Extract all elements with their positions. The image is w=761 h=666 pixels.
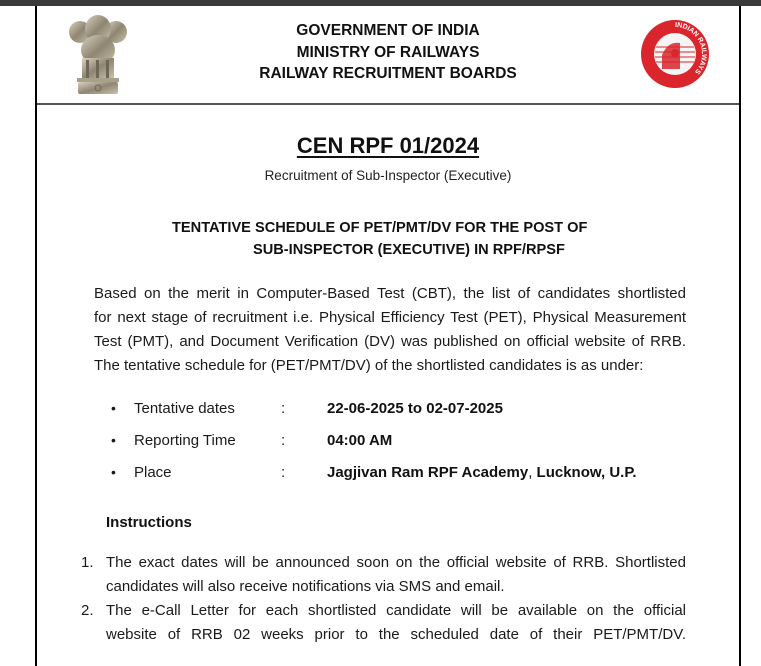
place-name: Jagjivan Ram RPF Academy [327,464,529,481]
document-header [37,6,739,105]
paragraph-line: for next stage of recruitment i.e. Physical Efficiency Test (PET), Physical Measurement [94,309,686,326]
bullet-icon: • [111,464,116,480]
detail-row-place [111,464,711,488]
detail-separator: : [281,432,286,449]
indian-railways-logo-icon [640,19,710,89]
instruction-line: website of RRB 02 weeks prior to the scheduled date of their PET/PMT/DV. [106,626,686,643]
detail-label: Place [134,464,172,481]
paragraph-line: The tentative schedule for (PET/PMT/DV) of the shortlisted candidates is as under: [94,357,644,374]
detail-value: 04:00 AM [327,432,393,449]
document-page [35,6,741,666]
detail-value: 22-06-2025 to 02-07-2025 [327,400,503,417]
detail-row-dates [111,400,711,424]
intro-paragraph [94,282,686,378]
instructions-heading: Instructions [106,514,192,531]
place-comma: , [528,464,533,481]
instruction-line: The exact dates will be announced soon on the official website of RRB. Shortlisted [106,554,686,571]
paragraph-line: Test (PMT), and Document Verification (DV) was published on official website of RRB. [94,333,686,350]
detail-value [327,464,637,481]
instruction-text [106,599,686,647]
instruction-number: 2. [81,602,94,619]
header-line-government: GOVERNMENT OF INDIA [296,22,480,39]
bullet-icon: • [111,432,116,448]
header-title-block [37,20,739,85]
notice-title: CEN RPF 01/2024 [296,133,480,158]
notice-subtitle: Recruitment of Sub-Inspector (Executive) [264,168,512,183]
detail-row-reporting-time [111,432,711,456]
place-city: Lucknow, U.P. [532,464,637,481]
schedule-title-line-1: TENTATIVE SCHEDULE OF PET/PMT/DV FOR THE POST OF [172,220,588,236]
schedule-title-line-2: SUB-INSPECTOR (EXECUTIVE) IN RPF/RPSF [253,242,565,258]
instruction-line: candidates will also receive notifications via SMS and email. [106,578,505,595]
header-line-boards: RAILWAY RECRUITMENT BOARDS [259,65,517,82]
detail-separator: : [281,400,286,417]
detail-label: Reporting Time [134,432,236,449]
detail-label: Tentative dates [134,400,235,417]
svg-text:INDIAN RAILWAYS: INDIAN RAILWAYS [674,21,708,76]
paragraph-line: Based on the merit in Computer-Based Test (CBT), the list of candidates shortlisted [94,285,686,302]
detail-separator: : [281,464,286,481]
instruction-number: 1. [81,554,94,571]
bullet-icon: • [111,400,116,416]
header-line-ministry: MINISTRY OF RAILWAYS [296,43,480,61]
instruction-text [106,551,686,599]
instruction-line: The e-Call Letter for each shortlisted candidate will be available on the official [106,602,686,619]
